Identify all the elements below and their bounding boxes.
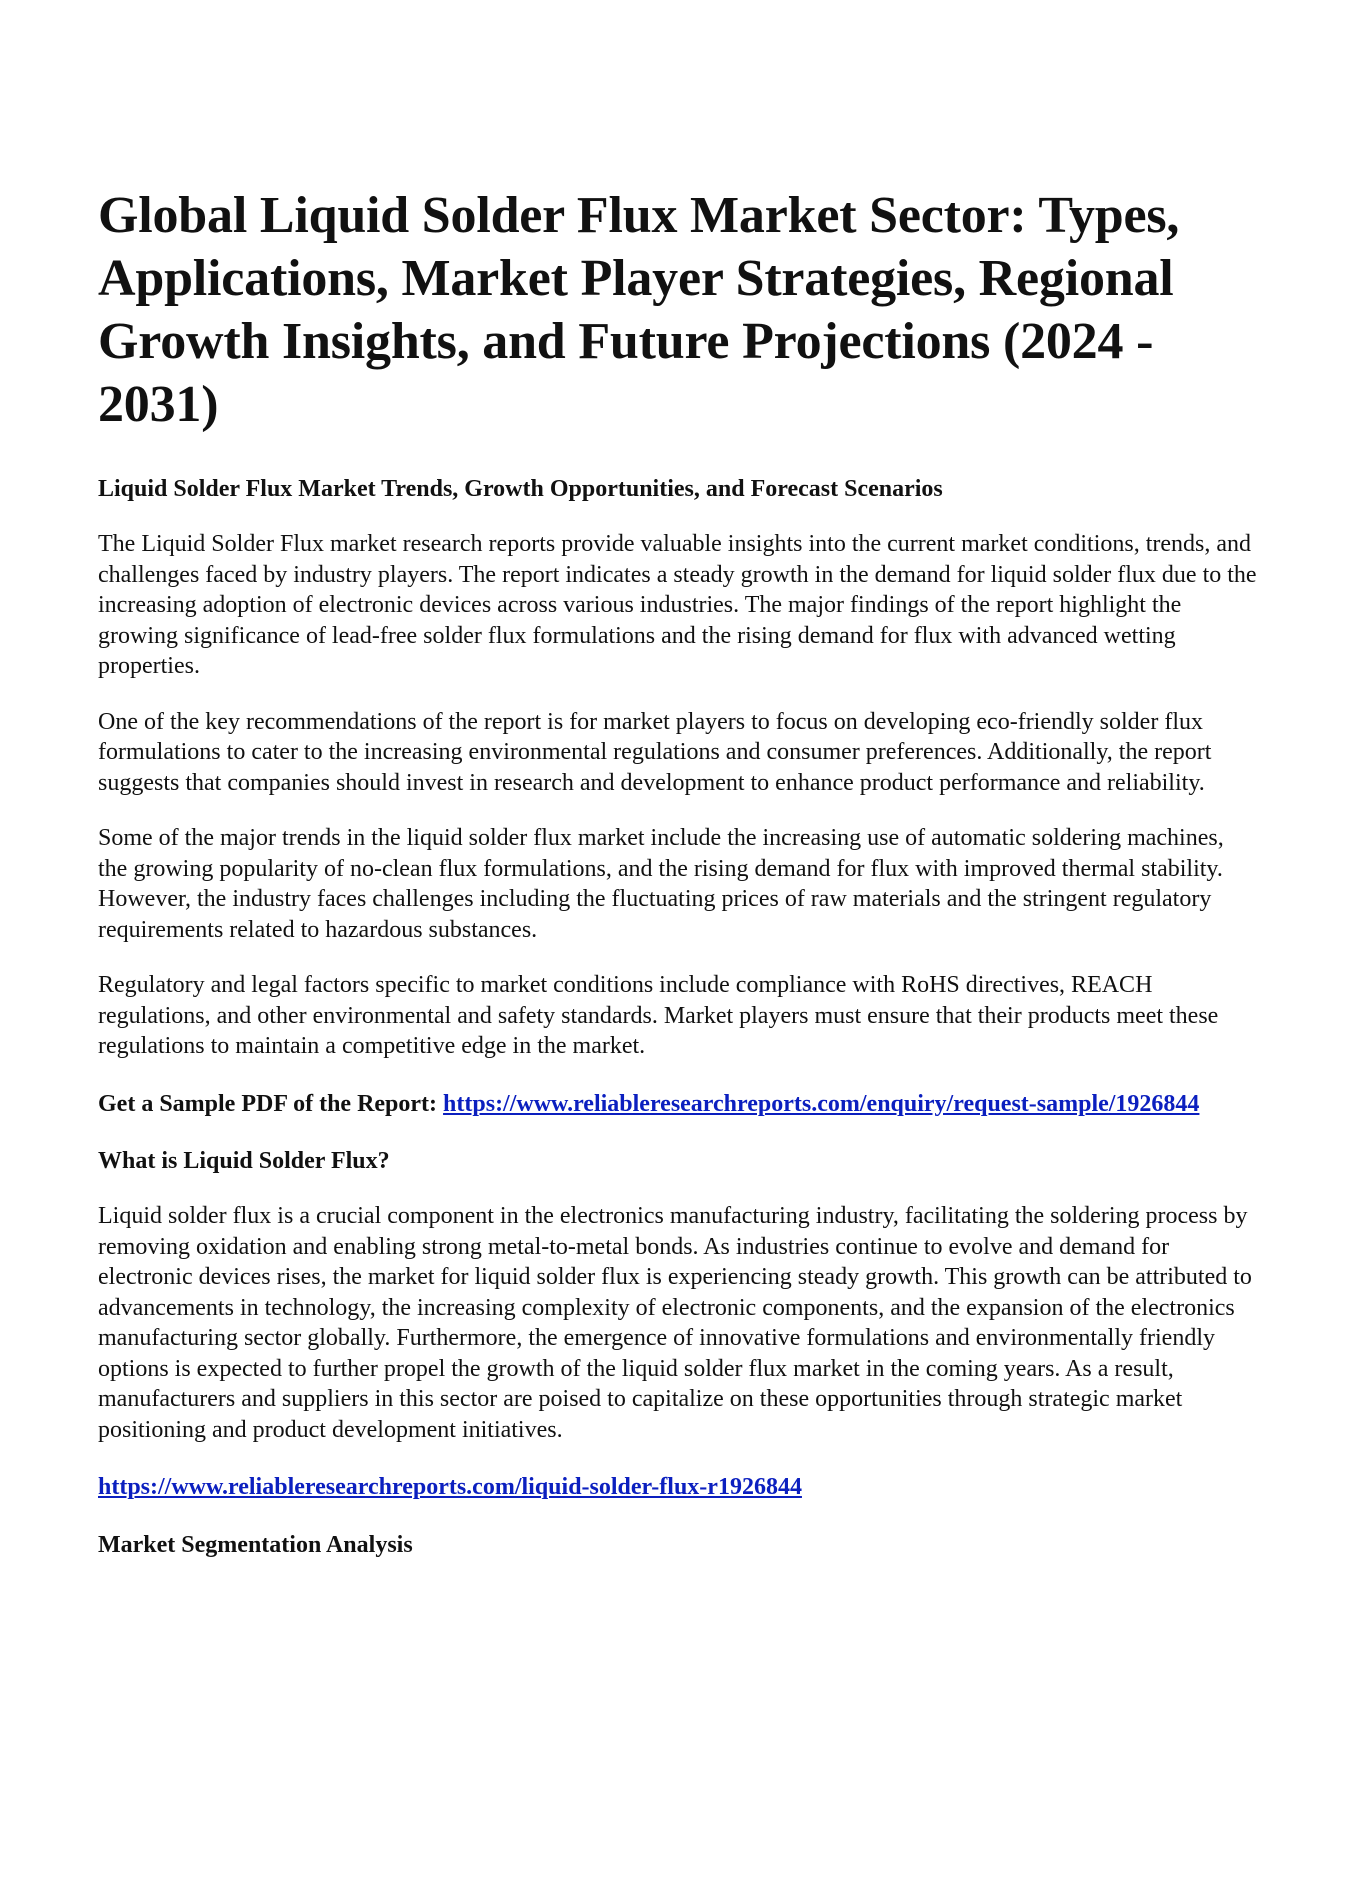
segmentation-heading: Market Segmentation Analysis: [98, 1531, 413, 1558]
document-page: [98, 184, 1258, 1560]
paragraph-what-is: Liquid solder flux is a crucial component in the electronics manufacturing industry, facilitating the soldering process by removing oxidation and enabling strong metal-to-metal bonds. As industries continue to evolve and demand for electronic devices rises, the market for liquid solder flux is experiencing steady growth. This growth can be attributed to advancements in technology, the increasing complexity of electronic components, and the expansion of the electronics manufacturing sector globally. Furthermore, the emergence of innovative formulations and environmentally friendly options is expected to further propel the growth of the liquid solder flux market in the coming years. As a result, manufacturers and suppliers in this sector are poised to capitalize on these opportunities through strategic market positioning and product development initiatives.: [98, 1203, 1252, 1443]
what-is-heading: What is Liquid Solder Flux?: [98, 1148, 390, 1174]
document-subtitle: Liquid Solder Flux Market Trends, Growth Opportunities, and Forecast Scenarios: [98, 476, 943, 502]
paragraph-findings: The Liquid Solder Flux market research reports provide valuable insights into the current market conditions, trends, and challenges faced by industry players. The report indicates a steady growth in the demand for liquid solder flux due to the increasing adoption of electronic devices across various industries. The major findings of the report highlight the growing significance of lead-free solder flux formulations and the rising demand for flux with advanced wetting properties.: [98, 531, 1257, 679]
paragraph-trends: Some of the major trends in the liquid solder flux market include the increasing use of automatic soldering machines, the growing popularity of no-clean flux formulations, and the rising demand for flux with improved thermal stability. However, the industry faces challenges including the fluctuating prices of raw materials and the stringent regulatory requirements related to hazardous substances.: [98, 825, 1224, 943]
sample-pdf-line: [98, 1089, 1258, 1120]
report-link[interactable]: https://www.reliableresearchreports.com/liquid-solder-flux-r1926844: [98, 1474, 802, 1500]
paragraph-recommendations: One of the key recommendations of the report is for market players to focus on developing eco-friendly solder flux formulations to cater to the increasing environmental regulations and consumer preferences. Additionally, the report suggests that companies should invest in research and development to enhance product performance and reliability.: [98, 708, 1212, 796]
document-title: Global Liquid Solder Flux Market Sector: Types, Applications, Market Player Strategies, Regional Growth Insights, and Future Projections (2024 - 2031): [98, 187, 1180, 433]
report-link-line: [98, 1472, 1258, 1503]
sample-pdf-label: Get a Sample PDF of the Report:: [98, 1090, 444, 1117]
paragraph-regulatory: Regulatory and legal factors specific to market conditions include compliance with RoHS directives, REACH regulations, and other environmental and safety standards. Market players must ensure that their products meet these regulations to maintain a competitive edge in the market.: [98, 972, 1219, 1059]
sample-pdf-link[interactable]: https://www.reliableresearchreports.com/enquiry/request-sample/1926844: [443, 1090, 1200, 1117]
